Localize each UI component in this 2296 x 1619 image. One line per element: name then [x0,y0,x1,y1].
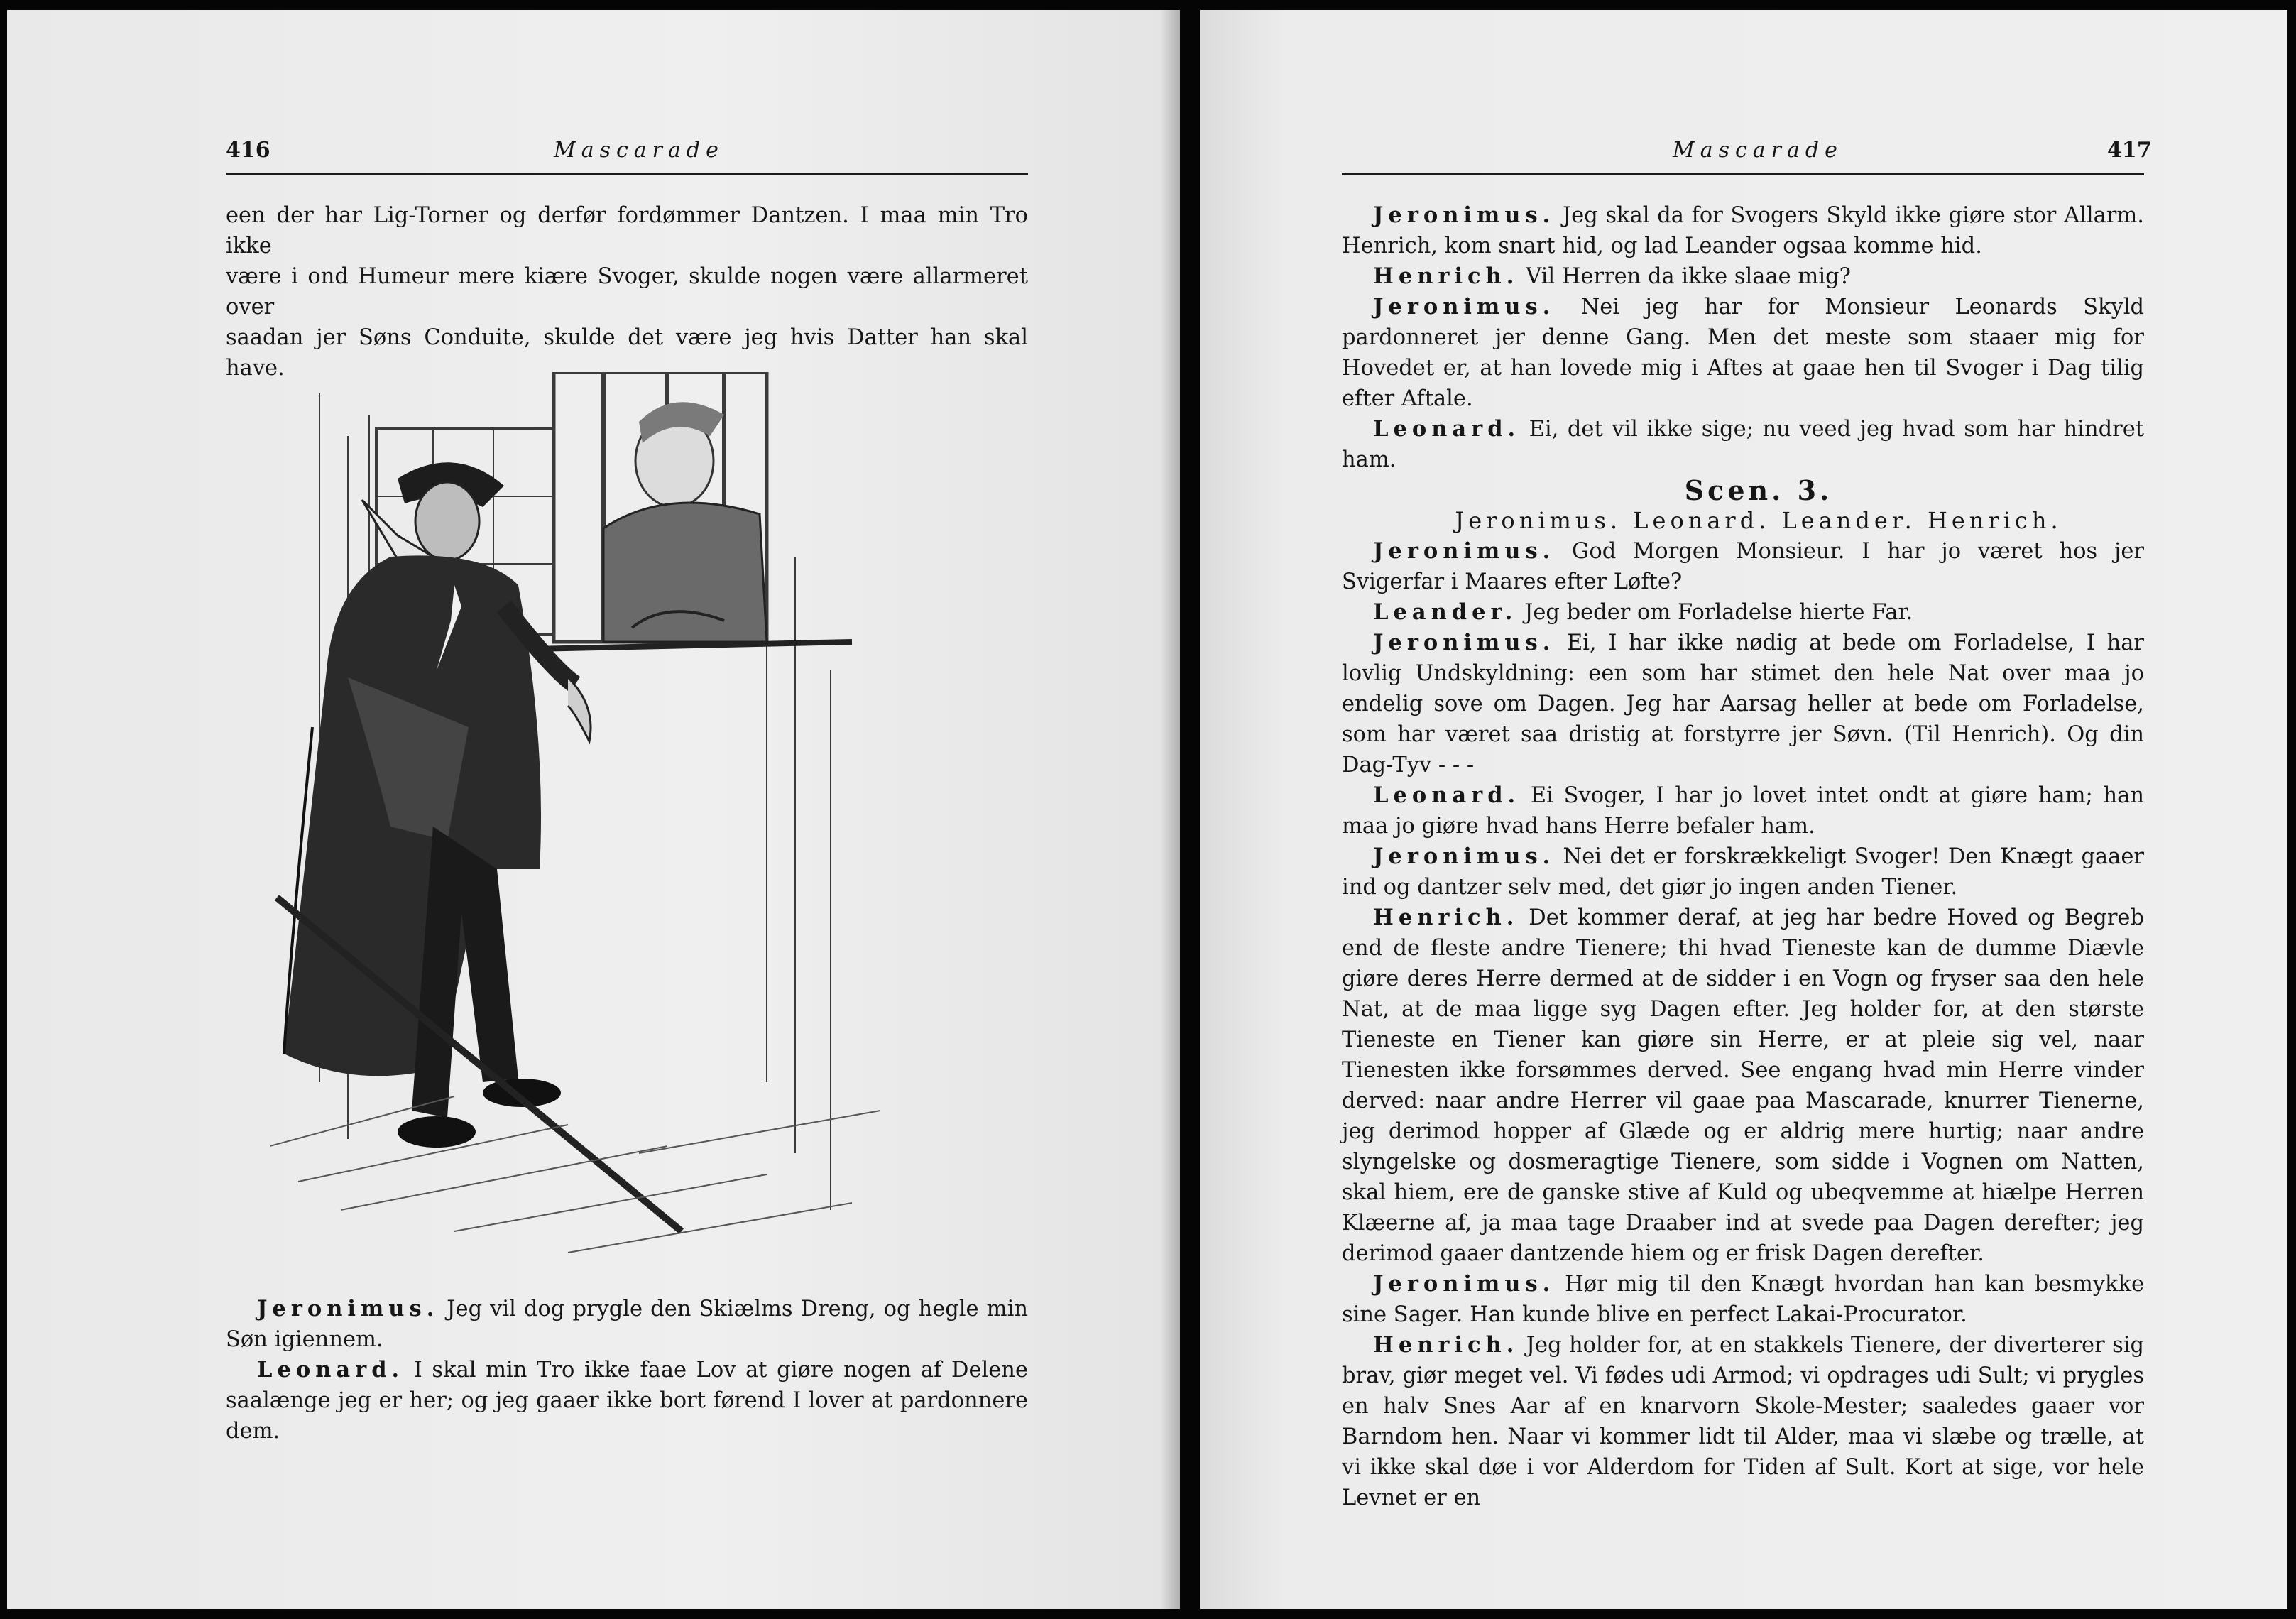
dialogue-text: Jeg holder for, at en stakkels Tienere, der diverterer sig brav, giør meget vel. Vi fødes udi Armod; vi opdrages udi Sult; vi prygles en halv Snes Aar af en knarvorn Skole-Mester; saaledes gaaer vor Barndom hen. Naar vi kommer lidt til Alder, maa vi slæbe og trælle, at vi ikke skal døe i vor Alderdom for Tiden af Sult. Kort at sige, vor hele Levnet er en [1342,1333,2144,1510]
right-header-rule [1342,173,2144,175]
figure-in-window [603,402,767,642]
speaker-name: Jeronimus. [1373,630,1556,655]
dialogue-line [1342,536,2144,597]
right-running-title: Mascarade [1673,138,1843,163]
left-page [7,10,1180,1609]
dialogue-text: Ei, I har ikke nødig at bede om Forladelse, I har lovlig Undskyldning: een som har stimet den hele Nat over maa jo endelig sove om Dagen. Jeg har Aarsag heller at bede om Forladelse, som har været saa dristig at forstyrre jer Søvn. (Til Henrich). Og din Dag-Tyv - - - [1342,631,2144,778]
dialogue-line [1342,292,2144,414]
dialogue-line [1342,628,2144,780]
dialogue-line [1342,597,2144,628]
illustration-jeronimus-at-window [270,372,887,1260]
text-line: een der har Lig-Torner og derfør fordømmer Dantzen. I maa min Tro ikke [226,203,1028,258]
figure-jeronimus [284,462,591,1148]
speaker-name: Leander. [1373,599,1518,625]
dialogue-text: Nei det er forskrækkeligt Svoger! Den Knægt gaaer ind og dantzer selv med, det giør jo ingen anden Tiener. [1342,844,2144,900]
speaker-name: Jeronimus. [1373,1271,1556,1297]
book-gutter [1160,10,1181,1609]
dialogue-text: Ei, det vil ikke sige; nu veed jeg hvad som har hindret ham. [1342,417,2144,472]
dialogue-text: Hør mig til den Knægt hvordan han kan besmykke sine Sager. Han kunde blive en perfect Lakai-Procurator. [1342,1272,2144,1327]
speaker-name: Leonard. [257,1357,405,1383]
left-header-rule [226,173,1028,175]
scene-heading: Scen. 3. [1684,474,1833,506]
right-header [1200,138,2287,173]
speaker-name: Henrich. [1373,263,1519,289]
scene-cast-list: Jeronimus. Leonard. Leander. Henrich. [1455,507,2062,534]
right-text-column [1342,200,2144,1513]
speaker-name: Jeronimus. [257,1296,439,1321]
text-line: saadan jer Søns Conduite, skulde det være jeg hvis Datter han skal have. [226,325,1028,381]
left-running-title: Mascarade [554,138,724,163]
dialogue-text: Ei Svoger, I har jo lovet intet ondt at giøre ham; han maa jo giøre hvad hans Herre befaler ham. [1342,783,2144,839]
speaker-name: Jeronimus. [1373,294,1556,320]
right-page-number: 417 [2107,138,2152,163]
speaker-name: Jeronimus. [1373,202,1556,228]
speaker-name: Leonard. [1373,416,1521,442]
left-top-text [226,200,1028,383]
dialogue-text: God Morgen Monsieur. I har jo været hos jer Svigerfar i Maares efter Løfte? [1342,539,2144,594]
left-page-number: 416 [226,138,270,163]
dialogue-text: Vil Herren da ikke slaae mig? [1519,264,1851,289]
dialogue-line [1342,200,2144,261]
text-line: være i ond Humeur mere kiære Svoger, skulde nogen være allarmeret over [226,264,1028,320]
dialogue-line [1342,1330,2144,1513]
dialogue-line [1342,903,2144,1269]
dialogue-text: Jeg vil dog prygle den Skiælms Dreng, og hegle min Søn igiennem. [226,1297,1028,1352]
dialogue-line [1342,780,2144,841]
speaker-name: Jeronimus. [1373,844,1556,869]
dialogue-text: Nei jeg har for Monsieur Leonards Skyld pardonneret jer denne Gang. Men det meste som staaer mig for Hovedet er, at han lovede mig i Aftes at gaae hen til Svoger i Dag tilig efter Aftale. [1342,295,2144,411]
speaker-name: Henrich. [1373,1332,1519,1358]
dialogue-text: Det kommer deraf, at jeg har bedre Hoved og Begreb end de fleste andre Tienere; thi hvad Tieneste kan de dumme Diævle giøre deres Herre dermed at de sidder i en Vogn og fryser saa den hele Nat, at de maa ligge syg Dagen efter. Jeg holder for, at den største Tieneste en Tiener kan giøre sin Herre, er at pleie sig vel, naar Tienesten ikke forsømmes derved. See engang hvad min Herre vinder derved: naar andre Herrer vil gaae paa Mascarade, knurrer Tienerne, jeg derimod hopper af Glæde og er aldrig mere hurtig; naar andre slyngelske og dosmeragtige Tienere, som sidde i Vognen om Natten, skal hiem, ere de ganske stive af Kuld og ubeqvemme at hiælpe Herren Klæerne af, ja maa tage Draaber ind at svede paa Dagen derefter; jeg derimod gaaer dantzende hiem og er frisk Dagen derefter. [1342,905,2144,1266]
right-page [1200,10,2287,1609]
dialogue-line [226,1294,1028,1355]
left-header [7,138,1180,173]
dialogue-text: Jeg beder om Forladelse hierte Far. [1517,600,1913,625]
dialogue-line [1342,261,2144,292]
left-bottom-text [226,1294,1028,1446]
speaker-name: Henrich. [1373,905,1519,930]
dialogue-line [226,1355,1028,1446]
dialogue-text: Jeg skal da for Svogers Skyld ikke giøre stor Allarm. Henrich, kom snart hid, og lad Leander ogsaa komme hid. [1342,203,2144,258]
dialogue-line [1342,414,2144,475]
dialogue-line [1342,841,2144,903]
speaker-name: Leonard. [1373,783,1521,808]
speaker-name: Jeronimus. [1373,538,1556,564]
dialogue-text: I skal min Tro ikke faae Lov at giøre nogen af Delene saalænge jeg er her; og jeg gaaer ikke bort førend I lover at pardonnere dem. [226,1358,1028,1444]
dialogue-line [1342,1269,2144,1330]
